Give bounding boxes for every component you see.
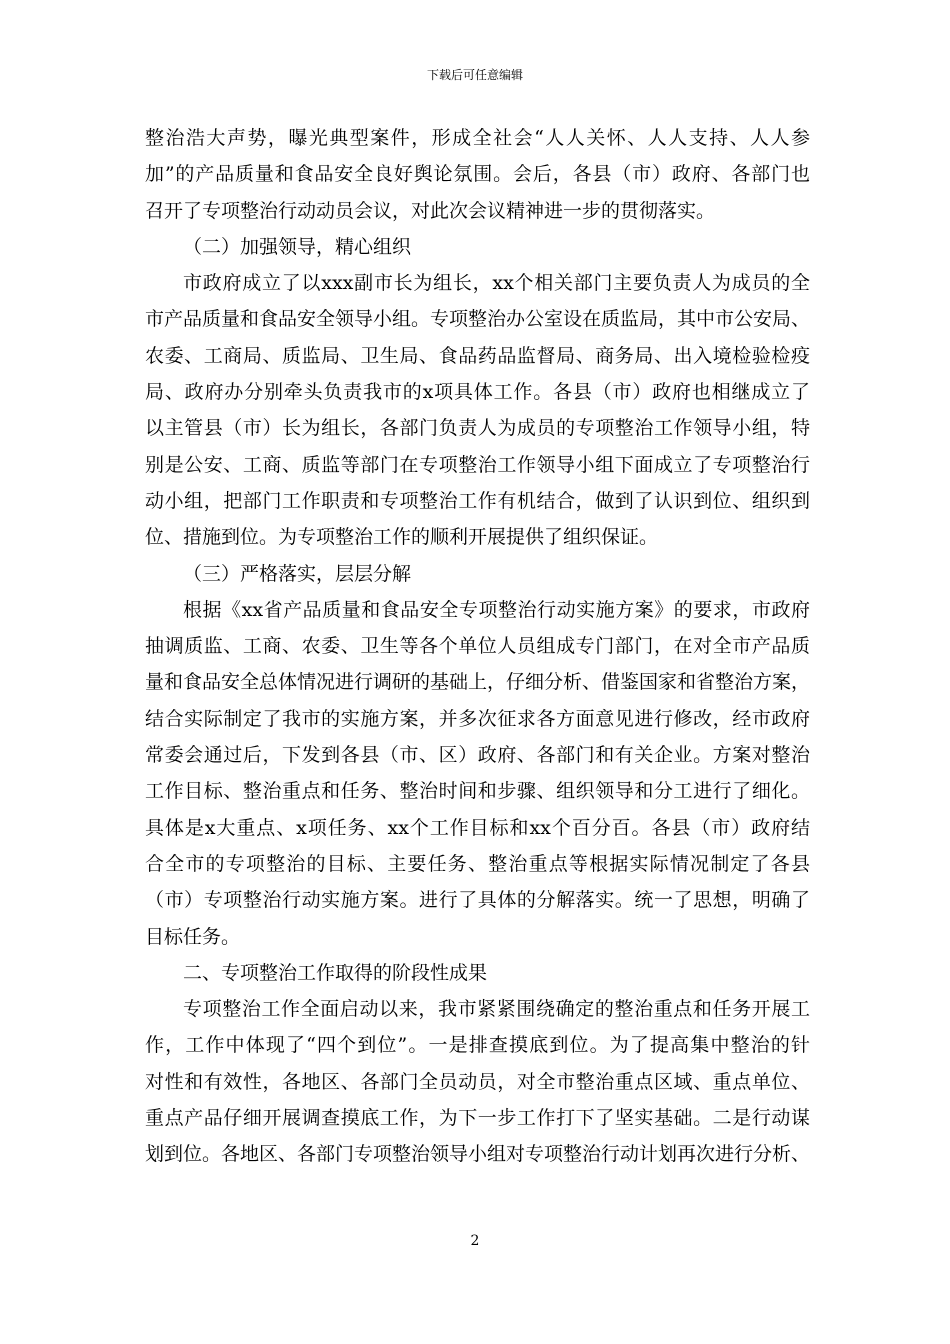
- text-line: 动小组，把部门工作职责和专项整治工作有机结合，做到了认识到位、组织到: [145, 489, 810, 512]
- text-line: （二）加强领导，精心组织: [183, 235, 412, 258]
- text-line: 根据《xx省产品质量和食品安全专项整治行动实施方案》的要求，市政府: [183, 598, 810, 621]
- document-body: [145, 120, 810, 1173]
- text-line: 合全市的专项整治的目标、主要任务、整治重点等根据实际情况制定了各县: [145, 852, 810, 875]
- text-line: 结合实际制定了我市的实施方案，并多次征求各方面意见进行修改，经市政府: [145, 707, 810, 730]
- text-line: 别是公安、工商、质监等部门在专项整治工作领导小组下面成立了专项整治行: [145, 453, 810, 476]
- text-line: （三）严格落实，层层分解: [183, 562, 412, 585]
- text-line: 召开了专项整治行动动员会议，对此次会议精神进一步的贯彻落实。: [145, 199, 716, 222]
- text-line: 量和食品安全总体情况进行调研的基础上，仔细分析、借鉴国家和省整治方案，: [145, 671, 810, 694]
- text-line: 局、政府办分别牵头负责我市的x项具体工作。各县（市）政府也相继成立了: [145, 381, 810, 404]
- text-line: 市政府成立了以xxx副市长为组长，xx个相关部门主要负责人为成员的全: [183, 272, 810, 295]
- text-line: 目标任务。: [145, 925, 241, 948]
- text-line: 抽调质监、工商、农委、卫生等各个单位人员组成专门部门，在对全市产品质: [145, 635, 810, 658]
- text-line: 农委、工商局、质监局、卫生局、食品药品监督局、商务局、出入境检验检疫: [145, 344, 810, 367]
- text-line: 作，工作中体现了“四个到位”。一是排查摸底到位。为了提高集中整治的针: [145, 1034, 810, 1057]
- text-line: 对性和有效性，各地区、各部门全员动员，对全市整治重点区域、重点单位、: [145, 1070, 810, 1093]
- text-line: 常委会通过后，下发到各县（市、区）政府、各部门和有关企业。方案对整治: [145, 744, 810, 767]
- text-line: 整治浩大声势，曝光典型案件，形成全社会“人人关怀、人人支持、人人参: [145, 127, 810, 149]
- text-line: 加”的产品质量和食品安全良好舆论氛围。会后，各县（市）政府、各部门也: [145, 163, 810, 186]
- text-line: 二、专项整治工作取得的阶段性成果: [183, 961, 488, 984]
- text-line: 以主管县（市）长为组长，各部门负责人为成员的专项整治工作领导小组，特: [145, 417, 810, 440]
- page-header: 下载后可任意编辑: [426, 68, 523, 82]
- text-line: 重点产品仔细开展调查摸底工作，为下一步工作打下了坚实基础。二是行动谋: [145, 1107, 810, 1130]
- text-line: 划到位。各地区、各部门专项整治领导小组对专项整治行动计划再次进行分析、: [145, 1143, 810, 1166]
- page-number: 2: [470, 1233, 480, 1249]
- text-line: 专项整治工作全面启动以来，我市紧紧围绕确定的整治重点和任务开展工: [183, 998, 810, 1021]
- text-line: 位、措施到位。为专项整治工作的顺利开展提供了组织保证。: [145, 526, 659, 549]
- text-line: 具体是x大重点、x项任务、xx个工作目标和xx个百分百。各县（市）政府结: [145, 816, 810, 839]
- text-line: 市产品质量和食品安全领导小组。专项整治办公室设在质监局，其中市公安局、: [145, 308, 810, 331]
- text-line: （市）专项整治行动实施方案。进行了具体的分解落实。统一了思想，明确了: [145, 889, 810, 912]
- text-line: 工作目标、整治重点和任务、整治时间和步骤、组织领导和分工进行了细化。: [145, 780, 810, 803]
